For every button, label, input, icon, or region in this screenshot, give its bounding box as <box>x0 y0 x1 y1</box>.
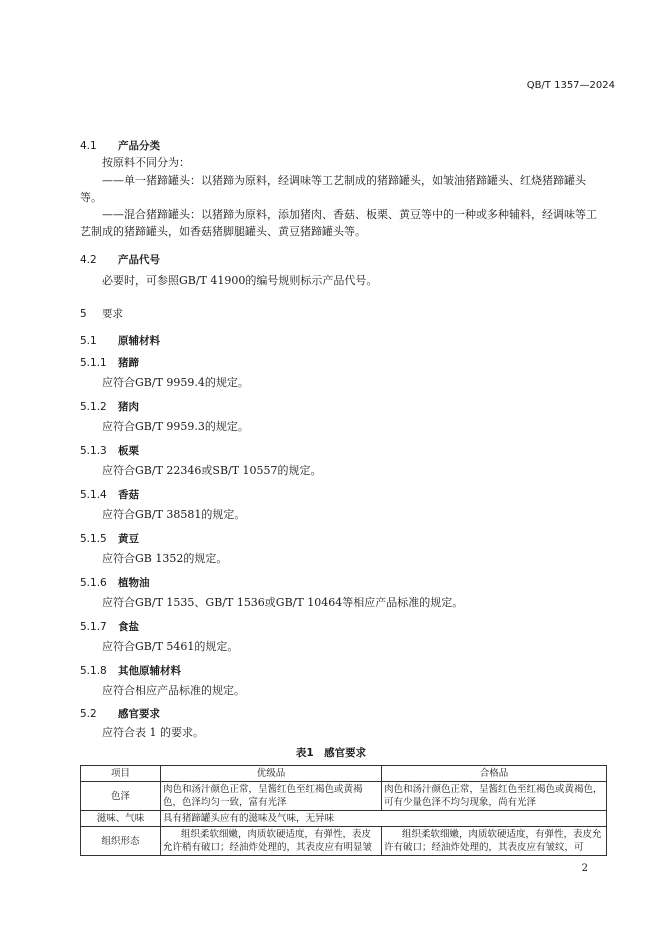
subsection-text: 应符合GB/T 1535、GB/T 1536或GB/T 10464等相应产品标准的规定。 <box>102 596 464 609</box>
sensory-requirements-table <box>80 765 607 856</box>
subsection-heading <box>80 487 139 502</box>
subsection-text: 应符合GB/T 38581的规定。 <box>102 508 246 521</box>
page-number: 2 <box>581 863 588 874</box>
row-item: 组织形态 <box>81 827 161 856</box>
row-item: 滋味、气味 <box>81 811 161 827</box>
classification-item-mixed: ——混合猪蹄罐头：以猪蹄为原料，添加猪肉、香菇、板栗、黄豆等中的一种或多种辅料，经调味等工艺制成的猪蹄罐头，如香菇猪脚腿罐头、黄豆猪蹄罐头等。 <box>80 208 597 238</box>
section-title: 感官要求 <box>118 708 160 720</box>
table-caption: 表1 感官要求 <box>295 747 367 759</box>
subsection-number: 5.1.5 <box>80 533 107 545</box>
section-title: 原辅材料 <box>118 335 160 347</box>
subsection-heading <box>80 619 139 634</box>
subsection-title: 食盐 <box>118 621 139 633</box>
table-header-row <box>81 766 607 782</box>
section-5-2-heading <box>80 706 160 721</box>
premium-cell: 肉色和汤汁颜色正常，呈酱红色至红褐色或黄褐色，色泽均匀一致，富有光泽 <box>161 782 382 811</box>
column-header-qualified: 合格品 <box>382 766 607 782</box>
section-5-heading <box>80 306 123 321</box>
subsection-heading <box>80 443 139 458</box>
subsection-text: 应符合GB 1352的规定。 <box>102 552 228 565</box>
standard-number: QB/T 1357—2024 <box>526 80 615 91</box>
premium-cell: 组织柔软细嫩，肉质软硬适度，有弹性，表皮允许稍有破口；经油炸处理的，其表皮应有明显皱 <box>161 827 382 856</box>
subsection-title: 植物油 <box>118 577 150 589</box>
section-title: 要求 <box>102 308 123 320</box>
row-item: 色泽 <box>81 782 161 811</box>
section-4-2-text: 必要时，可参照GB/T 41900的编号规则标示产品代号。 <box>102 274 378 287</box>
subsection-text: 应符合GB/T 9959.4的规定。 <box>102 376 249 389</box>
section-5-1-heading <box>80 333 160 348</box>
subsection-heading <box>80 355 139 370</box>
subsection-heading <box>80 575 150 590</box>
subsection-number: 5.1.6 <box>80 577 107 589</box>
section-5-2-text: 应符合表 1 的要求。 <box>102 726 204 739</box>
merged-cell: 具有猪蹄罐头应有的滋味及气味，无异味 <box>161 811 607 827</box>
column-header-premium: 优级品 <box>161 766 382 782</box>
subsection-title: 其他原辅材料 <box>118 665 181 677</box>
subsection-title: 猪蹄 <box>118 357 139 369</box>
qualified-cell: 组织柔软细嫩，肉质软硬适度，有弹性，表皮允许有破口；经油炸处理的，其表皮应有皱纹，可 <box>382 827 607 856</box>
qualified-cell: 肉色和汤汁颜色正常，呈酱红色至红褐色或黄褐色，可有少量色泽不均匀现象，尚有光泽 <box>382 782 607 811</box>
subsection-title: 香菇 <box>118 489 139 501</box>
section-number: 5.1 <box>80 335 97 347</box>
table-row <box>81 811 607 827</box>
section-number: 5 <box>80 308 87 320</box>
subsection-text: 应符合GB/T 22346或SB/T 10557的规定。 <box>102 464 322 477</box>
section-4-2-heading <box>80 252 160 267</box>
table-row <box>81 827 607 856</box>
subsection-heading <box>80 531 139 546</box>
section-title: 产品分类 <box>118 140 160 152</box>
section-number: 4.1 <box>80 140 97 152</box>
subsection-number: 5.1.1 <box>80 357 107 369</box>
subsection-heading <box>80 399 139 414</box>
subsection-number: 5.1.3 <box>80 445 107 457</box>
subsection-title: 黄豆 <box>118 533 139 545</box>
section-number: 5.2 <box>80 708 97 720</box>
classification-item-single: ——单一猪蹄罐头：以猪蹄为原料，经调味等工艺制成的猪蹄罐头，如皱油猪蹄罐头、红烧猪蹄罐头等。 <box>80 174 586 204</box>
subsection-number: 5.1.2 <box>80 401 107 413</box>
section-title: 产品代号 <box>118 254 160 266</box>
subsection-title: 板栗 <box>118 445 139 457</box>
table-row <box>81 782 607 811</box>
section-number: 4.2 <box>80 254 97 266</box>
section-4-1-heading <box>80 138 160 153</box>
subsection-text: 应符合相应产品标准的规定。 <box>102 684 245 697</box>
section-4-1-intro: 按原料不同分为： <box>102 156 190 169</box>
subsection-title: 猪肉 <box>118 401 139 413</box>
subsection-text: 应符合GB/T 9959.3的规定。 <box>102 420 249 433</box>
column-header-item: 项目 <box>81 766 161 782</box>
subsection-heading <box>80 663 181 678</box>
subsection-number: 5.1.4 <box>80 489 107 501</box>
subsection-text: 应符合GB/T 5461的规定。 <box>102 640 239 653</box>
subsection-number: 5.1.7 <box>80 621 107 633</box>
subsection-number: 5.1.8 <box>80 665 107 677</box>
